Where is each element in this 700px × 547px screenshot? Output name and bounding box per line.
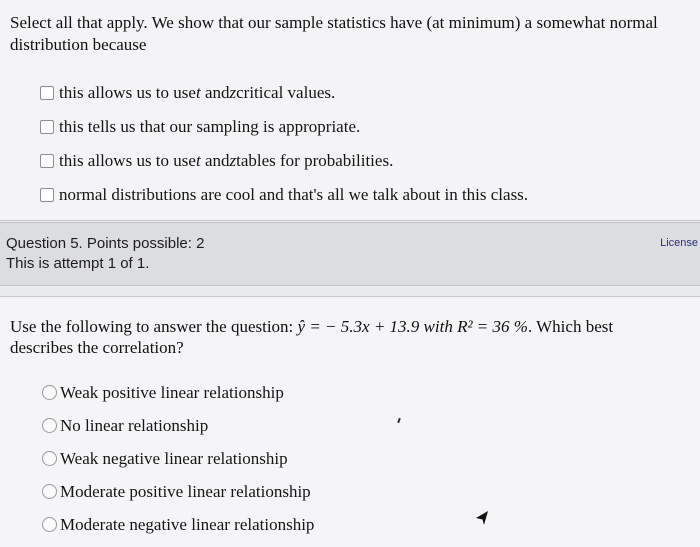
radio-button[interactable] — [42, 517, 57, 532]
checkbox[interactable] — [40, 188, 54, 202]
option-t-z-critical-values[interactable]: this allows us to use t and z critical values. — [40, 76, 528, 110]
question-5-title: Question 5. Points possible: 2 — [6, 235, 205, 252]
radio-button[interactable] — [42, 418, 57, 433]
question-5-options — [42, 376, 314, 541]
question-5-prompt-continued: describes the correlation? — [10, 338, 184, 357]
question-5-prompt: Use the following to answer the question: ŷ = − 5.3x + 13.9 with R² = 36 %. Which best — [10, 317, 614, 336]
question-5-header — [0, 222, 700, 286]
checkbox[interactable] — [40, 120, 54, 134]
checkbox[interactable] — [40, 86, 54, 100]
radio-button[interactable] — [42, 451, 57, 466]
checkbox[interactable] — [40, 154, 54, 168]
option-weak-negative[interactable]: Weak negative linear relationship — [42, 442, 314, 475]
question-5-card — [0, 296, 700, 547]
option-t-z-tables[interactable]: this allows us to use t and z tables for probabilities. — [40, 144, 528, 178]
question-4-options — [40, 76, 528, 212]
regression-equation: ŷ = − 5.3x + 13.9 with R² = 36 % — [297, 317, 528, 336]
license-link[interactable]: License — [660, 237, 698, 249]
attempt-info: This is attempt 1 of 1. — [6, 255, 150, 272]
option-no-linear[interactable]: No linear relationship — [42, 409, 314, 442]
option-sampling-appropriate[interactable]: this tells us that our sampling is appropriate. — [40, 110, 528, 144]
option-weak-positive[interactable]: Weak positive linear relationship — [42, 376, 314, 409]
mouse-cursor-icon — [475, 510, 489, 526]
option-normal-distributions-cool[interactable]: normal distributions are cool and that's all we talk about in this class. — [40, 178, 528, 212]
option-moderate-negative[interactable]: Moderate negative linear relationship — [42, 508, 314, 541]
radio-button[interactable] — [42, 484, 57, 499]
question-4-prompt: Select all that apply. We show that our sample statistics have (at minimum) a somewhat normal distribution because — [10, 13, 658, 54]
option-moderate-positive[interactable]: Moderate positive linear relationship — [42, 475, 314, 508]
radio-button[interactable] — [42, 385, 57, 400]
question-4-card — [0, 0, 700, 221]
